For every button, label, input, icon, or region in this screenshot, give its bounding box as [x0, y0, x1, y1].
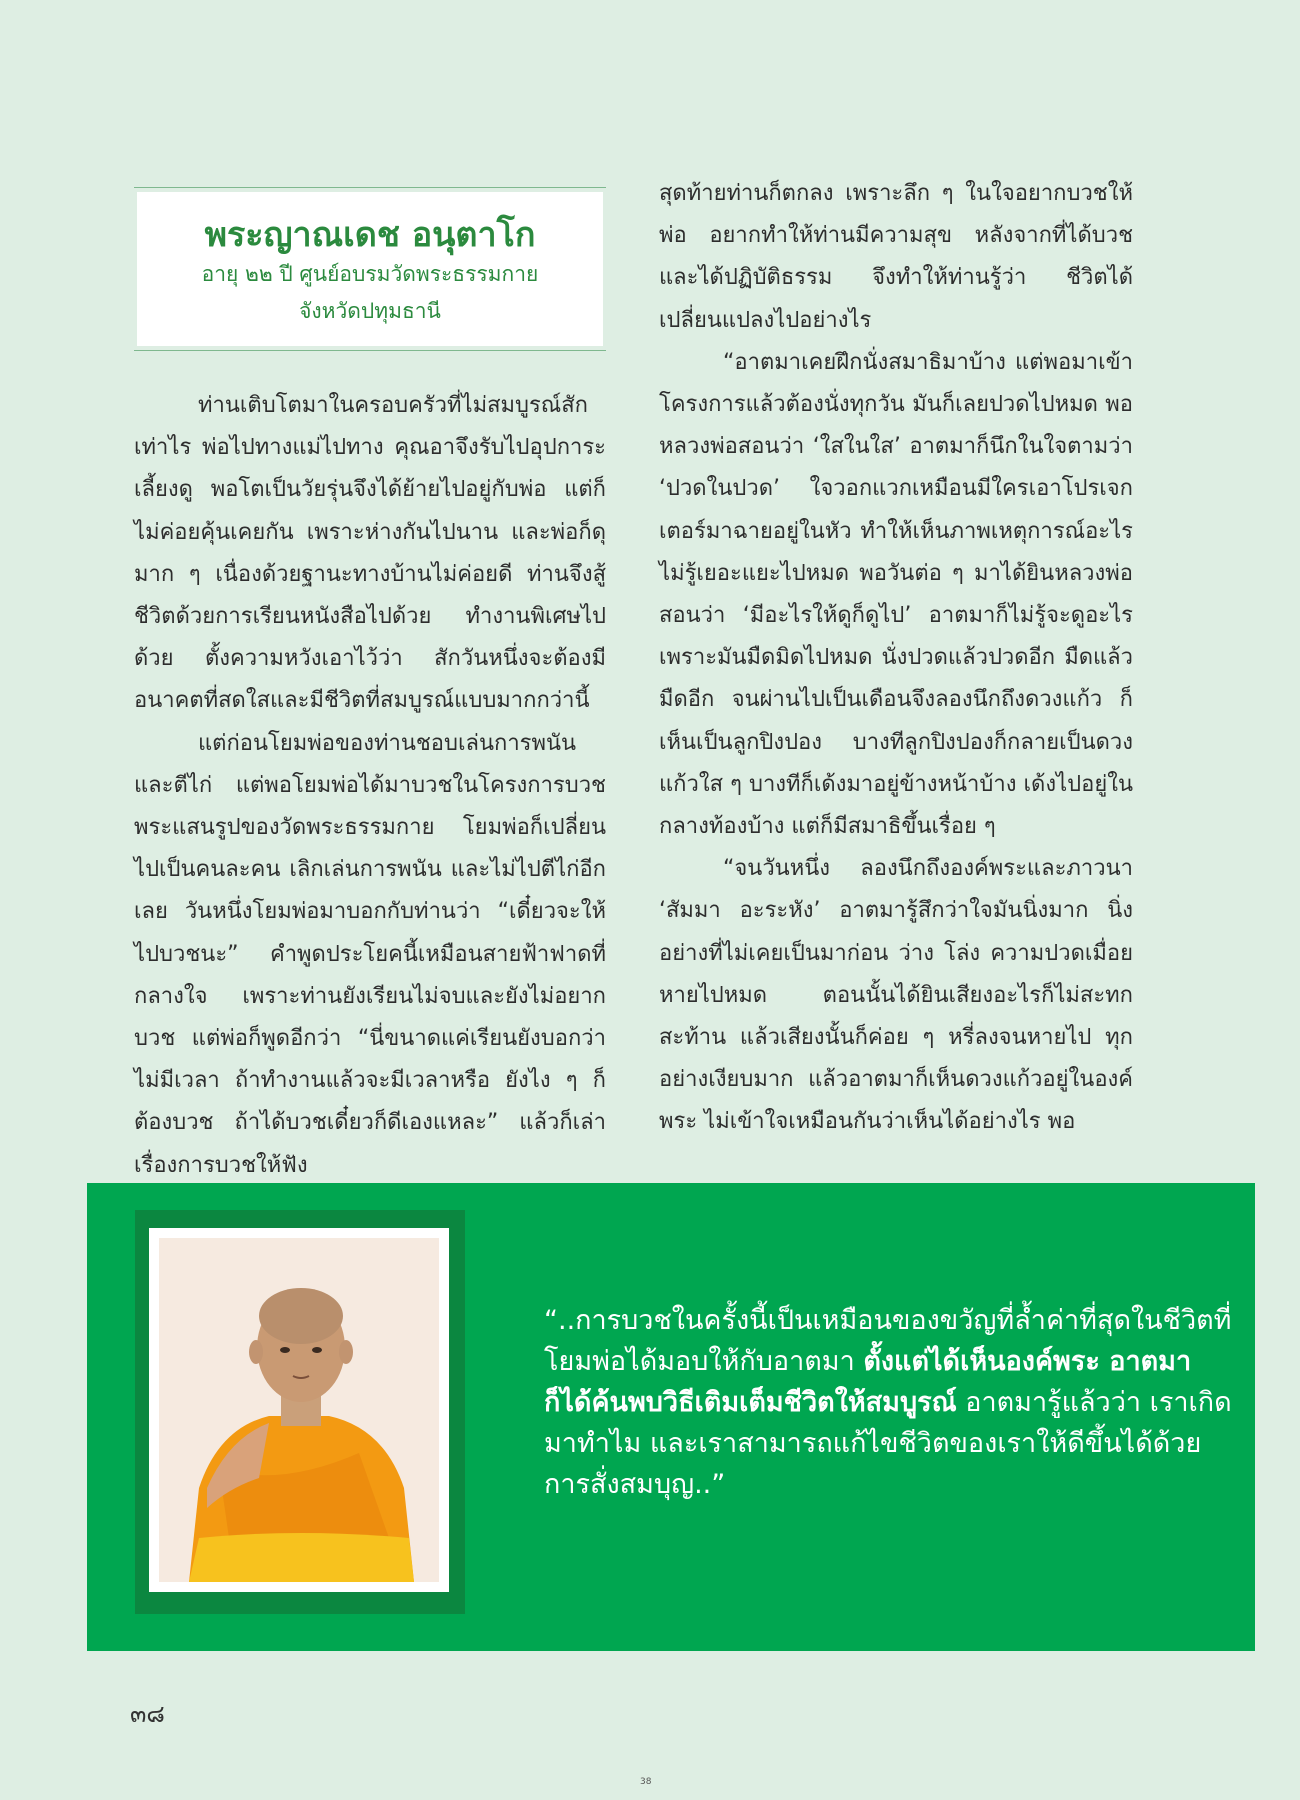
- monk-photo: [159, 1238, 439, 1582]
- name-box: [134, 187, 606, 351]
- right-column: [659, 173, 1133, 1144]
- photo-frame: [149, 1228, 449, 1592]
- right-paragraph-2: “อาตมาเคยฝึกนั่งสมาธิมาบ้าง แต่พอมาเข้าโครงการแล้วต้องนั่งทุกวัน มันก็เลยปวดไปหมด พอหลวงพ่อสอนว่า ‘ใสในใส’ อาตมาก็นึกในใจตามว่า ‘ปวดในปวด’ ใจวอกแวกเหมือนมีใครเอาโปรเจกเตอร์มาฉายอยู่ในหัว ทำให้เห็นภาพเหตุการณ์อะไรไม่รู้เยอะแยะไปหมด พอวันต่อ ๆ มาได้ยินหลวงพ่อสอนว่า ‘มีอะไรให้ดูก็ดูไป’ อาตมาก็ไม่รู้จะดูอะไรเพราะมันมืดมิดไปหมด นั่งปวดแล้วปวดอีก มืดแล้วมืดอีก จนผ่านไปเป็นเดือนจึงลองนึกถึงดวงแก้ว ก็เห็นเป็นลูกปิงปอง บางทีลูกปิงปองก็กลายเป็นดวงแก้วใส ๆ บางทีก็เด้งมาอยู่ข้างหน้าบ้าง เด้งไปอยู่ในกลางท้องบ้าง แต่ก็มีสมาธิขึ้นเรื่อย ๆ: [659, 349, 1133, 840]
- left-paragraph-2: แต่ก่อนโยมพ่อของท่านชอบเล่นการพนันและตีไก่ แต่พอโยมพ่อได้มาบวชในโครงการบวชพระแสนรูปของวัดพระธรรมกาย โยมพ่อก็เปลี่ยนไปเป็นคนละคน เลิกเล่นการพนัน และไม่ไปตีไก่อีกเลย วันหนึ่งโยมพ่อมาบอกกับท่านว่า “เดี๋ยวจะให้ไปบวชนะ” คำพูดประโยคนี้เหมือนสายฟ้าฟาดที่กลางใจ เพราะท่านยังเรียนไม่จบและยังไม่อยากบวช แต่พ่อก็พูดอีกว่า “นี่ขนาดแค่เรียนยังบอกว่าไม่มีเวลา ถ้าทำงานแล้วจะมีเวลาหรือ ยังไง ๆ ก็ต้องบวช ถ้าได้บวชเดี๋ยวก็ดีเองแหละ” แล้วก็เล่าเรื่องการบวชให้ฟัง: [134, 730, 606, 1178]
- page-number-arabic: 38: [640, 1777, 652, 1787]
- quote-part-3: อาตมารู้แล้วว่า เราเกิดมาทำไม และเราสามารถแก้ไขชีวิตของเราให้ดีขึ้นได้ด้วยการสั่งสมบุญ..”: [544, 1387, 1232, 1500]
- quote-part-1: “..การบวชในครั้งนี้เป็นเหมือนของขวัญที่ล้ำค่าที่สุดในชีวิตที่โยมพ่อได้มอบให้กับอาตมา: [544, 1305, 1232, 1377]
- monk-province: จังหวัดปทุมธานี: [299, 299, 441, 323]
- quote-text: [544, 1300, 1234, 1505]
- monk-age-line: อายุ ๒๒ ปี ศูนย์อบรมวัดพระธรรมกาย: [201, 262, 539, 286]
- monk-portrait-illustration: [159, 1238, 439, 1582]
- monk-name: พระญาณเดช อนุตาโก: [204, 215, 536, 255]
- right-paragraph-1: สุดท้ายท่านก็ตกลง เพราะลึก ๆ ในใจอยากบวชให้พ่อ อยากทำให้ท่านมีความสุข หลังจากที่ได้บวชและได้ปฏิบัติธรรม จึงทำให้ท่านรู้ว่า ชีวิตได้เปลี่ยนแปลงไปอย่างไร: [659, 181, 1133, 333]
- right-paragraph-3: “จนวันหนึ่ง ลองนึกถึงองค์พระและภาวนา ‘สัมมา อะระหัง’ อาตมารู้สึกว่าใจมันนิ่งมาก นิ่งอย่างที่ไม่เคยเป็นมาก่อน ว่าง โล่ง ความปวดเมื่อยหายไปหมด ตอนนั้นได้ยินเสียงอะไรก็ไม่สะทกสะท้าน แล้วเสียงนั้นก็ค่อย ๆ หรี่ลงจนหายไป ทุกอย่างเงียบมาก แล้วอาตมาก็เห็นดวงแก้วอยู่ในองค์พระ ไม่เข้าใจเหมือนกันว่าเห็นได้อย่างไร พอ: [659, 856, 1133, 1135]
- name-box-inner: [137, 192, 603, 346]
- left-paragraph-1: ท่านเติบโตมาในครอบครัวที่ไม่สมบูรณ์สักเท่าไร พ่อไปทางแม่ไปทาง คุณอาจึงรับไปอุปการะเลี้ยงดู พอโตเป็นวัยรุ่นจึงได้ย้ายไปอยู่กับพ่อ แต่ก็ไม่ค่อยคุ้นเคยกัน เพราะห่างกันไปนาน และพ่อก็ดุมาก ๆ เนื่องด้วยฐานะทางบ้านไม่ค่อยดี ท่านจึงสู้ชีวิตด้วยการเรียนหนังสือไปด้วย ทำงานพิเศษไปด้วย ตั้งความหวังเอาไว้ว่า สักวันหนึ่งจะต้องมีอนาคตที่สดใสและมีชีวิตที่สมบูรณ์แบบมากกว่านี้: [134, 393, 606, 714]
- page-number-thai: ๓๘: [130, 1700, 165, 1728]
- left-column: [134, 385, 606, 1187]
- quote-band: [87, 1183, 1255, 1651]
- quote-part-2-bold: ตั้งแต่ได้เห็นองค์พระ อาตมาก็ได้ค้นพบวิธีเติมเต็มชีวิตให้สมบูรณ์: [544, 1346, 1192, 1418]
